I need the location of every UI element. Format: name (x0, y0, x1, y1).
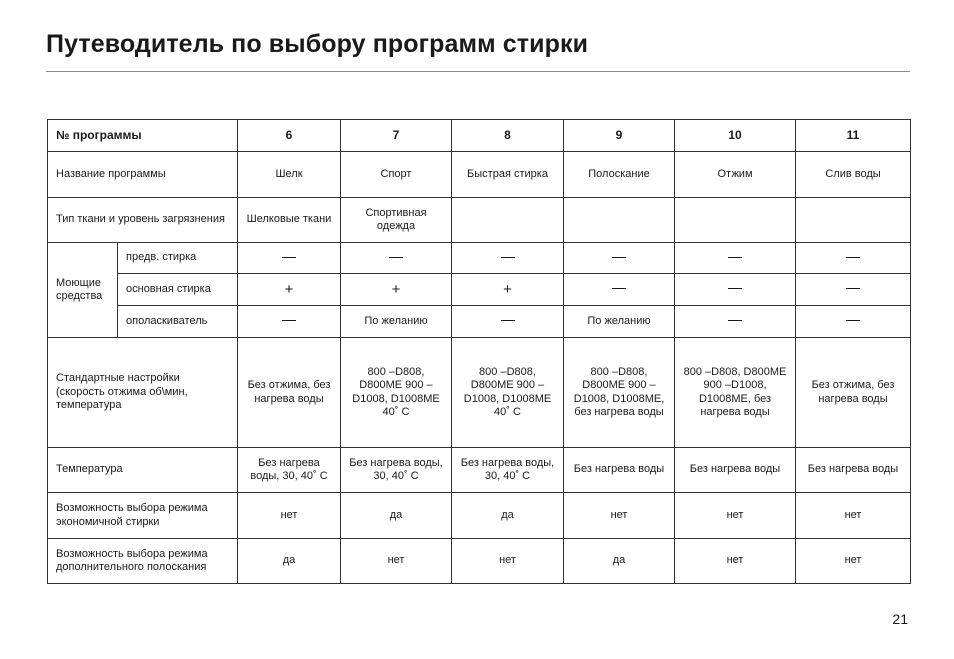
table-cell: да (564, 539, 675, 584)
table-cell: нет (564, 493, 675, 539)
dash-mark (846, 288, 860, 289)
table-row (48, 539, 911, 584)
table-cell: 800 –D808, D800ME 900 –D1008, D1008ME, без нагрева воды (675, 338, 796, 448)
table-cell: да (341, 493, 452, 539)
table-cell: По желанию (564, 306, 675, 338)
table-cell: да (452, 493, 564, 539)
table-cell: Слив воды (796, 152, 911, 198)
dash-mark (501, 320, 515, 321)
table-cell (564, 198, 675, 243)
table-cell (564, 274, 675, 306)
table-row (48, 243, 911, 274)
table-cell (564, 243, 675, 274)
table-cell (452, 243, 564, 274)
program-number: 6 (238, 120, 341, 152)
table-cell: Без нагрева воды (564, 448, 675, 493)
table-cell (341, 243, 452, 274)
table-cell: Отжим (675, 152, 796, 198)
dash-mark (612, 257, 626, 258)
table-cell: Шелковые ткани (238, 198, 341, 243)
table-cell: нет (796, 493, 911, 539)
table-cell: Шелк (238, 152, 341, 198)
plus-mark: + (452, 274, 564, 306)
table-cell (675, 198, 796, 243)
table-cell (675, 306, 796, 338)
table-row (48, 493, 911, 539)
row-label: Стандартные настройки (скорость отжима об\мин, температура (48, 338, 238, 448)
row-label: Возможность выбора режима экономичной стирки (48, 493, 238, 539)
dash-mark (282, 320, 296, 321)
row-label: Возможность выбора режима дополнительного полоскания (48, 539, 238, 584)
program-number: 11 (796, 120, 911, 152)
table-cell: По желанию (341, 306, 452, 338)
dash-mark (389, 257, 403, 258)
dash-mark (282, 257, 296, 258)
table-cell: 800 –D808, D800ME 900 –D1008, D1008ME 40˚ C (452, 338, 564, 448)
table-cell: нет (675, 493, 796, 539)
table-cell (238, 243, 341, 274)
dash-mark (728, 320, 742, 321)
table-cell: Спорт (341, 152, 452, 198)
group-label: Моющие средства (48, 243, 118, 338)
table-cell: да (238, 539, 341, 584)
table-cell (452, 306, 564, 338)
dash-mark (501, 257, 515, 258)
row-label: основная стирка (118, 274, 238, 306)
dash-mark (728, 288, 742, 289)
row-label: предв. стирка (118, 243, 238, 274)
table-cell: нет (452, 539, 564, 584)
program-number: 10 (675, 120, 796, 152)
table-cell: нет (238, 493, 341, 539)
table-row (48, 198, 911, 243)
table-row (48, 306, 911, 338)
dash-mark (728, 257, 742, 258)
table-cell (796, 243, 911, 274)
table-cell (675, 274, 796, 306)
title-divider (46, 71, 910, 72)
row-label: Тип ткани и уровень загрязнения (48, 198, 238, 243)
table-cell: Полоскание (564, 152, 675, 198)
row-label: Температура (48, 448, 238, 493)
page-title: Путеводитель по выбору программ стирки (46, 30, 589, 58)
table-cell: Без нагрева воды, 30, 40˚ C (341, 448, 452, 493)
table-cell: нет (341, 539, 452, 584)
table-cell (675, 243, 796, 274)
table-cell: нет (796, 539, 911, 584)
table-header-row (48, 120, 911, 152)
table-cell (238, 306, 341, 338)
program-number: 7 (341, 120, 452, 152)
plus-mark: + (341, 274, 452, 306)
dash-mark (846, 320, 860, 321)
table-cell: Быстрая стирка (452, 152, 564, 198)
program-number: 9 (564, 120, 675, 152)
table-cell: нет (675, 539, 796, 584)
plus-mark: + (238, 274, 341, 306)
row-label: ополаскиватель (118, 306, 238, 338)
table-cell: Без отжима, без нагрева воды (796, 338, 911, 448)
table-row (48, 152, 911, 198)
table-row (48, 274, 911, 306)
table-cell: Без отжима, без нагрева воды (238, 338, 341, 448)
table-cell: Без нагрева воды, 30, 40˚ C (452, 448, 564, 493)
program-number: 8 (452, 120, 564, 152)
table-row (48, 448, 911, 493)
table-cell (796, 198, 911, 243)
table-cell: 800 –D808, D800ME 900 –D1008, D1008ME 40˚ C (341, 338, 452, 448)
program-guide-table (47, 119, 911, 584)
page-number: 21 (892, 611, 908, 627)
dash-mark (846, 257, 860, 258)
table-cell: Без нагрева воды (675, 448, 796, 493)
table-cell (796, 274, 911, 306)
table-cell: 800 –D808, D800ME 900 –D1008, D1008ME, без нагрева воды (564, 338, 675, 448)
table-cell (796, 306, 911, 338)
table-row (48, 338, 911, 448)
header-label: № программы (48, 120, 238, 152)
table-cell: Без нагрева воды (796, 448, 911, 493)
table-cell: Спортивная одежда (341, 198, 452, 243)
dash-mark (612, 288, 626, 289)
table-cell: Без нагрева воды, 30, 40˚ C (238, 448, 341, 493)
table-cell (452, 198, 564, 243)
row-label: Название программы (48, 152, 238, 198)
